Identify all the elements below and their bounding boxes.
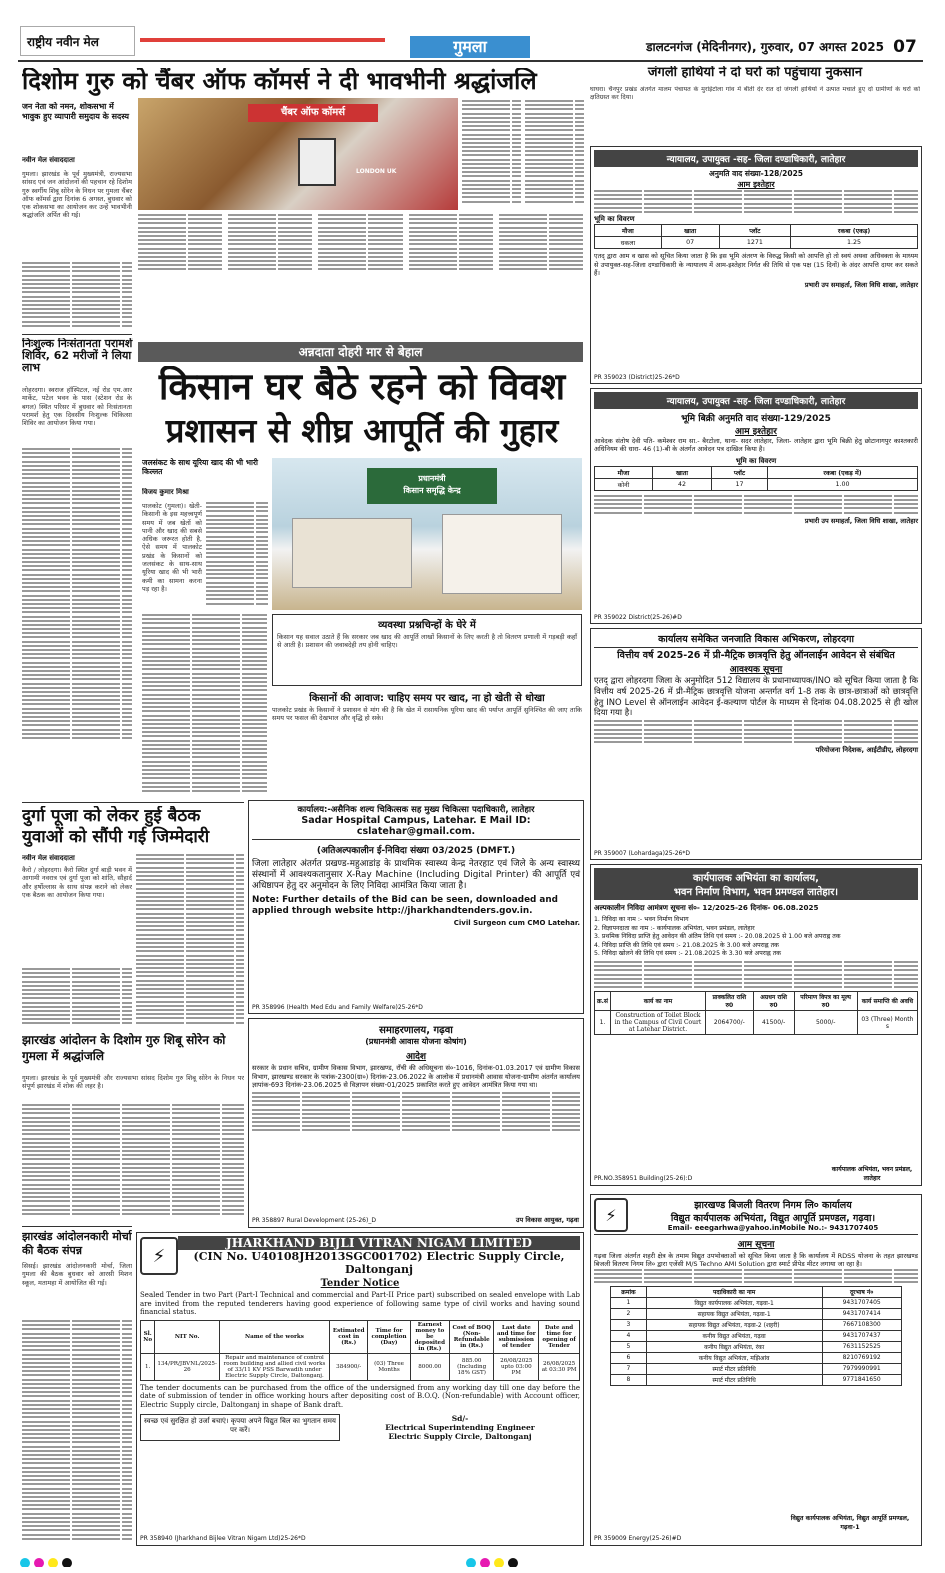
story5-body bbox=[22, 1104, 244, 1224]
story3-kicker: जलसंकट के साथ यूरिया खाद की भी भारी किल्लत bbox=[142, 458, 258, 476]
table-header: अग्रधन राशि रु0 bbox=[753, 992, 794, 1011]
story7-lead: घाघरा। चैनपुर प्रखंड अंतर्गत मालम पंचायत के मुरांईटोला गांव में बीती देर रात दो जंगली हाथियों ने उत्पात मचाते हुए दो ग्रामीणों के घरों को क्षतिग्रस्त कर दिया। bbox=[590, 86, 920, 102]
notice-building-nit: अल्पकालीन निविदा आमंत्रण सूचना सं०- 12/2025-26 दिनांक- 06.08.2025 bbox=[594, 903, 819, 912]
table-cell: 26/08/2025 upto 03:00 PM bbox=[494, 1353, 539, 1380]
notice-building-sign: कार्यपालक अभियंता, भवन प्रमंडल, लातेहार bbox=[831, 1166, 913, 1182]
notice-court-129-sub: भूमि बिक्री अनुमति वाद संख्या-129/2025 bbox=[681, 414, 831, 424]
notice-energy-table bbox=[610, 1286, 902, 1386]
notice-collectorate bbox=[248, 1018, 584, 1228]
sign-line: Electric Supply Circle, Daltonganj bbox=[388, 1431, 532, 1441]
table-cell: 2 bbox=[611, 1308, 647, 1319]
notice-itda-body: एतद् द्वारा लोहरदगा जिला के अनुमोदित 512 विद्यालय के प्रधानाध्यापक/INO को सूचित किया जाता है कि वित्तीय वर्ष 2025-26 में प्री-मैट्रिक छात्रवृत्ति योजना अन्तर्गत वर्ग 1-8 तक के छात्र-छात्राओं को छात्रवृत्ति हेतु INO Level से ऑनलाईन आवेदन ई-कल्याण पोर्टल के माध्यम से दिनांक 04.08.2025 से ही खोल दिया गया है। bbox=[594, 675, 918, 718]
table-header: परिमाण विपत्र का मूल्य रु0 bbox=[794, 992, 857, 1011]
table-header: मौजा bbox=[595, 225, 662, 237]
table-cell: 7979990991 bbox=[822, 1363, 901, 1374]
notice-jbvnl-footer: The tender documents can be purchased from the office of the undersigned from any working day till one day before the date of submission of tender in office working hours after depositing cost of B.O.Q. (Non-refundable) with Account officer, Electric Supply circle, Daltonganj in shape of Bank draft. bbox=[140, 1383, 580, 1409]
table-header-row bbox=[141, 1320, 580, 1353]
table-header: Date and time for opening of Tender bbox=[539, 1320, 580, 1353]
portrait-frame bbox=[298, 138, 336, 186]
story1-side-columns bbox=[462, 100, 584, 212]
notice-court-128-title: न्यायालय, उपायुक्त -सह- जिला दण्डाधिकारी, लातेहार bbox=[594, 150, 918, 167]
story3-lead: पालकोट (गुमला)। खेती-किसानी के इस महत्त्वपूर्ण समय में जब खेतों को पानी और खाद की सबसे अधिक जरूरत होती है, ऐसे समय में पालकोट प्रखंड के किसानों को जलसंकट के साथ-साथ यूरिया खाद की भी भारी कमी का सामना करना पड़ रहा है। bbox=[142, 502, 202, 593]
story3-sub-title: किसानों की आवाज: चाहिए समय पर खाद, ना हो खेती से धोखा bbox=[309, 693, 545, 704]
table-cell: विद्युत कार्यपालक अभियंता, गढ़वा-1 bbox=[646, 1297, 822, 1308]
table-header: दूरभाष नं० bbox=[822, 1286, 901, 1297]
notice-court-129-table-caption: भूमि का विवरण bbox=[735, 456, 777, 465]
notice-collectorate-heading: आदेश bbox=[405, 1052, 427, 1062]
notice-energy-heading: आम सूचना bbox=[737, 1240, 775, 1250]
table-row bbox=[595, 237, 918, 249]
notice-itda bbox=[590, 628, 922, 860]
story3-ribbon: अन्नदाता दोहरी मार से बेहाल bbox=[138, 342, 583, 362]
table-header: Name of the works bbox=[220, 1320, 330, 1353]
notice-jbvnl-slogan: स्वच्छ एवं सुरक्षित हो उर्जा बचाएं। कृपया अपने विद्युत बिल का भुगतान समय पर करें। bbox=[140, 1414, 340, 1441]
table-row bbox=[611, 1319, 902, 1330]
tshirt-text: LONDON UK bbox=[356, 168, 397, 175]
story3-byline: विजय कुमार मिश्रा bbox=[142, 488, 189, 496]
story3-box bbox=[272, 614, 582, 686]
notice-building bbox=[590, 864, 922, 1186]
story3-headline-1: किसान घर बैठे रहने को विवश bbox=[158, 366, 566, 408]
notice-court-128-table bbox=[594, 224, 918, 249]
notice-health-addr: Sadar Hospital Campus, Latehar. E Mail ID: cslatehar@gmail.com. bbox=[252, 815, 580, 840]
notice-collectorate-title: समाहरणालय, गढ़वा bbox=[379, 1025, 453, 1036]
story2-headline: निःशुल्क निःसंतानता परामर्श शिविर, 62 मरीजों ने लिया लाभ bbox=[22, 338, 133, 375]
list-item: 3. प्रथमिक निविदा प्राप्ति हेतु आवेदन की अंतिम तिथि एवं समय :- 20.08.2025 से 1.00 बजे अपराह्न तक bbox=[594, 933, 841, 941]
notice-court-129-pr: PR 359022 District(25-26)#D bbox=[594, 614, 682, 621]
section-label: गुमला bbox=[410, 36, 530, 58]
sign-line: Electrical Superintending Engineer bbox=[385, 1422, 535, 1432]
table-cell: 134/PR/JBVNL/2025-26 bbox=[155, 1353, 220, 1380]
shelf bbox=[292, 518, 412, 588]
story4-body bbox=[22, 968, 132, 1028]
notice-court-128-heading: आम इश्तेहार bbox=[737, 180, 775, 189]
story7-headline: जंगली हाथियों ने दो घरों को पहुंचाया नुकसान bbox=[647, 66, 863, 80]
table-cell: 1.00 bbox=[767, 478, 917, 490]
magenta-mark bbox=[34, 1558, 44, 1567]
notice-collectorate-body: सरकार के प्रधान सचिव, ग्रामीण विकास विभाग, झारखण्ड, राँची की अधिसूचना सं०-1016, दिनांक-01.03.2017 एवं ग्रामीण विकास विभाग, झारखण्ड सरकार के पत्रांक-2300(ग्रा०) दिनांक-23.06.2022 के आलोक में प्रधानमंत्री आवास योजना-ग्रामीण अंतर्गत कार्यालय ज्ञापांक-693 दिनांक-23.06.2025 से विज्ञापन संख्या-01/2025 प्रकाशित करते हुए आवेदन आमंत्रित किया गया था। bbox=[252, 1064, 580, 1090]
notice-energy-title2: विद्युत कार्यपालक अभियंता, विद्युत आपूर्ति प्रमण्डल, गढ़वा। bbox=[670, 1213, 876, 1224]
story1-columns bbox=[138, 214, 583, 334]
table-cell: (03) Three Months bbox=[368, 1353, 410, 1380]
story1-byline: नवीन मेल संवाददाता bbox=[22, 156, 75, 164]
list-item: 2. विज्ञापनदाता का नाम :- कार्यपालक अभियंता, भवन प्रमंडल, लातेहार bbox=[594, 924, 755, 932]
notice-health-sign: Civil Surgeon cum CMO Latehar. bbox=[453, 919, 580, 927]
notice-energy-body: गढ़वा जिला अंतर्गत शहरी क्षेत्र के तमाम विद्युत उपभोक्ताओं को सूचित किया जाता है कि कार्यालय में RDSS योजना के तहत झारखण्ड बिजली वितरण निगम लि० द्वारा एजेंसी M/S Techno AMI Solution द्वारा स्मार्ट प्रीपेड मीटर लगाया जा रहा है। bbox=[594, 1252, 918, 1269]
print-registration-marks bbox=[20, 1553, 925, 1567]
dateline: डालटनगंज (मेदिनीनगर), गुरुवार, 07 अगस्त 2025 bbox=[646, 40, 884, 54]
notice-court-129-sign: प्रभारी उप समाहर्ता, जिला विधि शाखा, लातेहार bbox=[804, 516, 918, 525]
yellow-mark bbox=[48, 1558, 58, 1567]
notice-itda-title: कार्यालय समेकित जनजाति विकास अभिकरण, लोहरदगा bbox=[594, 632, 918, 648]
divider bbox=[22, 802, 244, 803]
table-cell: 1 bbox=[611, 1297, 647, 1308]
table-header: Last date and time for submission of tender bbox=[494, 1320, 539, 1353]
notice-jbvnl-body: Sealed Tender in two Part (Part-I Technical and commercial and Part-II Price part) subscribed on sealed envelope with Lab are invited from the reputed tenderers having good experience of following same type of civil works and having sound financial status. bbox=[140, 1291, 580, 1317]
energy-logo-icon: ⚡ bbox=[594, 1198, 628, 1232]
table-header: Cost of BOQ (Non-Refundable in (Rs.) bbox=[449, 1320, 493, 1353]
notice-health-title: कार्यालय:-असैनिक शल्य चिकित्सक सह मुख्य चिकित्सा पदाधिकारी, लातेहार bbox=[297, 805, 535, 815]
table-cell: 9771841650 bbox=[822, 1374, 901, 1385]
kendra-sign-line1: प्रधानमंत्री bbox=[418, 474, 446, 483]
notice-health-sub: (अतिअल्पकालीन ई-निविदा संख्या 03/2025 (DMFT.) bbox=[316, 846, 516, 856]
story3-box-title: व्यवस्था प्रश्नचिन्हों के घेरे में bbox=[378, 620, 476, 631]
story3-photo bbox=[272, 458, 582, 610]
table-cell: 6 bbox=[611, 1352, 647, 1363]
notice-energy-email: Email- eeegarhwa@yahoo.inMobile No.:- 9431707405 bbox=[667, 1224, 879, 1232]
table-row bbox=[611, 1352, 902, 1363]
notice-building-head bbox=[594, 868, 918, 900]
notice-health-pr: PR 358996 (Health Med Edu and Family Welfare)25-26*D bbox=[252, 1004, 423, 1011]
table-cell: कनीय विद्युत अभियंता, गढ़वा bbox=[646, 1330, 822, 1341]
table-cell: 885.00 (Including 18% GST) bbox=[449, 1353, 493, 1380]
table-cell: 8210769192 bbox=[822, 1352, 901, 1363]
table-cell: 41500/- bbox=[753, 1011, 794, 1035]
notice-court-129-body: आवेदक संतोष देवी पति- कमेश्वर राम सा.- बैरटोला, थाना- सदर लातेहार, जिला- लातेहार द्वारा भूमि बिक्री हेतु छोटानागपुर काश्तकारी अधिनियम की धारा- 46 (1)-बी के अंतर्गत आवेदन पत्र दाखिल किया है। bbox=[594, 437, 918, 454]
kendra-sign bbox=[367, 468, 497, 504]
story5-headline: झारखंड आंदोलन के दिशोम गुरु शिबू सोरेन को गुमला में श्रद्धांजलि bbox=[22, 1033, 226, 1063]
kendra-sign-line2: किसान समृद्धि केन्द्र bbox=[403, 486, 461, 495]
notice-court-128-table-caption: भूमि का विवरण bbox=[594, 215, 635, 224]
table-cell: सहायक विद्युत अभियंता, गढ़वा-1 bbox=[646, 1308, 822, 1319]
notice-court-128 bbox=[590, 146, 922, 384]
table-cell: 4 bbox=[611, 1330, 647, 1341]
black-mark bbox=[508, 1558, 518, 1567]
notice-court-129 bbox=[590, 388, 922, 624]
notice-collectorate-more bbox=[252, 1092, 580, 1132]
notice-court-129-heading: आम इश्तेहार bbox=[735, 427, 777, 437]
table-cell: 7667108300 bbox=[822, 1319, 901, 1330]
table-cell: 1. bbox=[141, 1353, 155, 1380]
table-header: मौजा bbox=[595, 466, 653, 478]
notice-energy-sign: विद्युत कार्यपालक अभियंता, विद्युत आपूर्ति प्रमण्डल, गढ़वा-1 bbox=[790, 1515, 910, 1531]
table-cell: Repair and maintenance of control room building and allied civil works of 33/11 KV PSS Barwadih under Electric Supply Circle, Daltonganj. bbox=[220, 1353, 330, 1380]
story1-lead: गुमला। झारखंड के पूर्व मुख्यमंत्री, राज्यसभा सांसद एवं जन आंदोलनों की पहचान रहे दिशोम गुरु स्वर्गीय शिबू सोरेन के निधन पर गुमला चैंबर ऑफ कॉमर्स द्वारा दिनांक 6 अगस्त, बुधवार को एक शोकसभा का आयोजन कर उन्हें भावभीनी श्रद्धांजलि अर्पित की गई। bbox=[22, 170, 132, 220]
table-cell: 1. bbox=[595, 1011, 611, 1035]
table-cell: 9431707405 bbox=[822, 1297, 901, 1308]
notice-energy-titles bbox=[628, 1198, 918, 1232]
notice-jbvnl-sign bbox=[340, 1414, 580, 1441]
notice-court-129-title: न्यायालय, उपायुक्त -सह- जिला दण्डाधिकारी, लातेहार bbox=[594, 392, 918, 409]
table-cell: 8 bbox=[611, 1374, 647, 1385]
story4-byline: नवीन मेल संवाददाता bbox=[22, 854, 75, 862]
table-cell: 7 bbox=[611, 1363, 647, 1374]
list-item: 1. निविदा का नाम :- भवन निर्माण विभाग bbox=[594, 916, 689, 923]
story2-body bbox=[22, 448, 132, 748]
story4-lead: कैरो / लोहरदगा। कैरो स्थित दुर्गा बाड़ी भवन में आगामी नवरात्र एवं दुर्गा पूजा को शांति, सौहार्द और हर्षोल्लास के साथ संपन्न कराने को लेकर एक बैठक का आयोजन किया गया। bbox=[22, 866, 132, 899]
masthead: राष्ट्रीय नवीन मेल bbox=[20, 26, 135, 56]
table-row bbox=[611, 1297, 902, 1308]
cyan-mark bbox=[20, 1558, 30, 1567]
photo-banner: चैंबर ऑफ कॉमर्स bbox=[248, 104, 378, 122]
table-cell: कनीय विद्युत अभियंता, मझिआंव bbox=[646, 1352, 822, 1363]
notice-jbvnl-bottom bbox=[140, 1414, 580, 1441]
notice-itda-sub: आवश्यक सूचना bbox=[729, 665, 783, 675]
notice-itda-heading: वित्तीय वर्ष 2025-26 में प्री-मैट्रिक छात्रवृत्ति हेतु ऑनलाईन आवेदन से संबंधित bbox=[617, 650, 895, 661]
table-header: क्र.सं bbox=[595, 992, 611, 1011]
table-row bbox=[611, 1374, 902, 1385]
notice-building-pr: PR.NO.358951 Building(25-26):D bbox=[594, 1175, 693, 1182]
story6-body bbox=[22, 1320, 132, 1540]
table-cell: धकला bbox=[595, 237, 662, 249]
table-header: रकबा (एकड़ में) bbox=[767, 466, 917, 478]
notice-court-129-table bbox=[594, 466, 918, 491]
table-cell: कोनी bbox=[595, 478, 653, 490]
table-header: कार्य का नाम bbox=[610, 992, 705, 1011]
table-row bbox=[611, 1363, 902, 1374]
table-cell: 7631152525 bbox=[822, 1341, 901, 1352]
table-cell: 3 bbox=[611, 1319, 647, 1330]
list-item: 5. निविदा खोलने की तिथि एवं समय :- 21.08.2025 के 3.30 बजे अपराह्न तक bbox=[594, 950, 782, 958]
masthead-bar bbox=[140, 38, 385, 42]
notice-health bbox=[248, 800, 584, 1014]
notice-itda-sign: परियोजना निदेशक, आईटीडीए, लोहरदगा bbox=[815, 746, 918, 755]
jbvnl-logo-icon: ⚡ bbox=[140, 1237, 178, 1275]
notice-energy bbox=[590, 1194, 922, 1546]
table-cell: सहायक विद्युत अभियंता, गढ़वा-2 (शहरी) bbox=[646, 1319, 822, 1330]
table-header: NIT No. bbox=[155, 1320, 220, 1353]
notice-jbvnl-title1: JHARKHAND BIJLI VITRAN NIGAM LIMITED bbox=[178, 1236, 580, 1250]
table-row bbox=[595, 1011, 918, 1035]
table-cell: 17 bbox=[711, 478, 767, 490]
notice-jbvnl-head bbox=[140, 1236, 580, 1276]
table-cell: 8000.00 bbox=[410, 1353, 449, 1380]
notice-court-129-lines bbox=[594, 495, 918, 514]
notice-building-lines bbox=[594, 961, 918, 988]
table-row bbox=[611, 1341, 902, 1352]
story6-headline: झारखंड आंदोलनकारी मोर्चा की बैठक संपन्न bbox=[22, 1230, 132, 1257]
notice-building-items bbox=[594, 916, 918, 959]
notice-court-128-lines bbox=[594, 190, 918, 213]
table-cell: 5 bbox=[611, 1341, 647, 1352]
table-header: क्रमांक bbox=[611, 1286, 647, 1297]
notice-collectorate-pr: PR 358897 Rural Development (25-26)_D bbox=[252, 1217, 376, 1224]
notice-jbvnl-heading: Tender Notice bbox=[320, 1278, 400, 1289]
table-cell: 9431707414 bbox=[822, 1308, 901, 1319]
list-item: 4. निविदा प्राप्ति की तिथि एवं समय :- 21.08.2025 के 3.00 बजे अपराह्न तक bbox=[594, 941, 779, 949]
black-mark bbox=[62, 1558, 72, 1567]
table-cell: स्मार्ट मीटर प्रतिनिधि bbox=[646, 1374, 822, 1385]
table-header: प्लॉट bbox=[711, 466, 767, 478]
table-header: Earnest money to be deposited in (Rs.) bbox=[410, 1320, 449, 1353]
notice-collectorate-sign: उप विकास आयुक्त, गढ़वा bbox=[515, 1216, 579, 1224]
story1-body bbox=[22, 262, 132, 332]
table-cell: कनीय विद्युत अभियंता, रंका bbox=[646, 1341, 822, 1352]
table-cell: 1271 bbox=[719, 237, 791, 249]
notice-itda-lines bbox=[594, 720, 918, 743]
notice-building-title1: कार्यपालक अभियंता का कार्यालय, bbox=[693, 873, 819, 884]
table-header: रकबा (एकड़) bbox=[791, 225, 918, 237]
story3-headline-2: प्रशासन से शीघ्र आपूर्ति की गुहार bbox=[165, 411, 559, 450]
table-header: Sl. No bbox=[141, 1320, 155, 1353]
table-header: प्राक्कलित राशि रु0 bbox=[705, 992, 753, 1011]
table-cell: 2064700/- bbox=[705, 1011, 753, 1035]
table-header: खाता bbox=[652, 466, 711, 478]
story2-lead: लोहरदगा। स्वराज हॉस्पिटल, नई रोड एम.आर मार्केट, पटेल भवन के पास (स्टेशन रोड के बगल) स्थित परिसर में बुधवार को निःसंतानता परामर्श हेतु एक दिवसीय निःशुल्क चिकित्सा शिविर का आयोजन किया गया। bbox=[22, 386, 132, 428]
notice-building-title2: भवन निर्माण विभाग, भवन प्रमण्डल लातेहार। bbox=[673, 887, 839, 898]
table-row bbox=[611, 1308, 902, 1319]
notice-jbvnl bbox=[136, 1232, 584, 1546]
notice-court-128-body: एतद् द्वारा आम व खास को सूचित किया जाता है कि इस भूमि अंतरण के विरुद्ध किसी को आपत्ति हो तो स्वयं अथवा अधिवक्ता के माध्यम से उपायुक्त-सह-जिला दण्डाधिकारी के न्यायालय में आम-इश्तेहार निर्गत की तिथि से एक पक्ष (15 दिनों) के अंदर आपत्ति दायर कर सकते हैं। bbox=[594, 252, 918, 277]
notice-itda-pr: PR 359007 (Lohardaga)25-26*D bbox=[594, 850, 690, 857]
yellow-mark bbox=[494, 1558, 504, 1567]
story4-col2 bbox=[136, 854, 244, 1029]
notice-energy-title1: झारखण्ड बिजली वितरण निगम लि० कार्यालय bbox=[694, 1200, 852, 1211]
table-cell: 1.25 bbox=[791, 237, 918, 249]
table-cell: Construction of Toilet Block in the Campus of Civil Court at Latehar District. bbox=[610, 1011, 705, 1035]
table-row bbox=[141, 1353, 580, 1380]
table-header: Time for completion (Day) bbox=[368, 1320, 410, 1353]
story3-col2 bbox=[206, 502, 268, 612]
notice-court-128-sign: प्रभारी उप समाहर्ता, जिला विधि शाखा, लातेहार bbox=[804, 281, 918, 290]
notice-collectorate-sub: (प्रधानमंत्री आवास योजना कोषांग) bbox=[365, 1037, 467, 1046]
story3-box-text: किसान यह सवाल उठाते हैं कि सरकार जब खाद की आपूर्ति लाखों किसानों के लिए करती है तो वितरण प्रणाली में गड़बड़ी कहाँ से आती है। प्रशासन की जवाबदेही तय होनी चाहिए। bbox=[277, 633, 577, 650]
cyan-mark bbox=[466, 1558, 476, 1567]
table-header: पदाधिकारी का नाम bbox=[646, 1286, 822, 1297]
story1-headline: दिशोम गुरु को चैंबर ऑफ कॉमर्स ने दी भावभीनी श्रद्धांजलि bbox=[22, 68, 537, 95]
story3-sub-text: पालकोट प्रखंड के किसानों ने प्रशासन से मांग की है कि खेत में रासायनिक यूरिया खाद की पर्याप्त आपूर्ति सुनिश्चित की जाए ताकि समय पर फसल की देखभाल और वृद्धि हो सके। bbox=[272, 706, 582, 723]
notice-energy-lines bbox=[594, 1269, 918, 1284]
header-rule bbox=[18, 60, 923, 62]
poster bbox=[442, 514, 562, 594]
sign-line: Sd/- bbox=[451, 1413, 469, 1423]
table-cell: 5000/- bbox=[794, 1011, 857, 1035]
table-cell: स्मार्ट मीटर प्रतिनिधि bbox=[646, 1363, 822, 1374]
story6-lead: सिसई। झारखंड आंदोलनकारी मोर्चा, जिला गुमला की बैठक बुधवार को आरसी मिशन स्कूल, मतामहा में आयोजित की गई। bbox=[22, 1262, 132, 1287]
table-cell: 9431707437 bbox=[822, 1330, 901, 1341]
table-cell: 384900/- bbox=[330, 1353, 368, 1380]
table-cell: 42 bbox=[652, 478, 711, 490]
table-header: खाता bbox=[661, 225, 719, 237]
notice-court-128-sub: अनुमति वाद संख्या-128/2025 bbox=[708, 169, 804, 178]
story1-photo bbox=[138, 98, 458, 210]
divider bbox=[22, 1226, 132, 1227]
table-cell: 07 bbox=[661, 237, 719, 249]
notice-energy-pr: PR 359009 Energy(25-26)#D bbox=[594, 1535, 682, 1542]
table-row bbox=[595, 478, 918, 490]
notice-health-body: जिला लातेहार अंतर्गत प्रखण्ड-महुआडांड़ के प्राथमिक स्वास्थ्य केन्द्र नेतरहाट एवं जिले के अन्य स्वास्थ्य संस्थानों में आवश्यकतानुसार X-Ray Machine (Including Digital Printer) की आपूर्ति एवं अधिष्ठापन हेतु दर अनुमोदन के लिए निविदा आमंत्रित किया जाता है। bbox=[252, 859, 580, 891]
table-header: प्लॉट bbox=[719, 225, 791, 237]
table-row bbox=[611, 1330, 902, 1341]
divider bbox=[22, 334, 132, 335]
notice-court-128-pr: PR 359023 (District)25-26*D bbox=[594, 374, 680, 381]
table-header: कार्य समाप्ति की अवधि bbox=[857, 992, 917, 1011]
notice-health-note: Note: Further details of the Bid can be seen, downloaded and applied through website http://jharkhandtenders.gov.in. bbox=[252, 895, 558, 916]
table-cell: 03 (Three) Month s bbox=[857, 1011, 917, 1035]
magenta-mark bbox=[480, 1558, 490, 1567]
story5-lead: गुमला। झारखंड के पूर्व मुख्यमंत्री और राज्यसभा सांसद दिशोम गुरु शिबू सोरेन के निधन पर संपूर्ण झारखंड में शोक की लहर है। bbox=[22, 1074, 244, 1091]
story3-col3 bbox=[142, 614, 267, 794]
notice-energy-head bbox=[594, 1198, 918, 1235]
table-cell: 26/08/2025 at 03:30 PM bbox=[539, 1353, 580, 1380]
notice-jbvnl-table bbox=[140, 1320, 580, 1381]
page-number: 07 bbox=[893, 37, 917, 57]
notice-building-table bbox=[594, 991, 918, 1035]
story1-kicker: जन नेता को नमन, शोकसभा में भावुक हुए व्यापारी समुदाय के सदस्य bbox=[22, 102, 129, 121]
notice-jbvnl-pr: PR 358940 (Jharkhand Bijlee Vitran Nigam Ltd)25-26*D bbox=[140, 1535, 306, 1542]
notice-jbvnl-title2: (CIN No. U40108JH2013SGC001702) Electric Supply Circle, Daltonganj bbox=[193, 1250, 565, 1276]
table-header: Estimated cost in (Rs.) bbox=[330, 1320, 368, 1353]
notice-jbvnl-titles bbox=[178, 1236, 580, 1276]
story4-headline: दुर्गा पूजा को लेकर हुई बैठक युवाओं को सौंपी गई जिम्मेदारी bbox=[22, 806, 210, 847]
